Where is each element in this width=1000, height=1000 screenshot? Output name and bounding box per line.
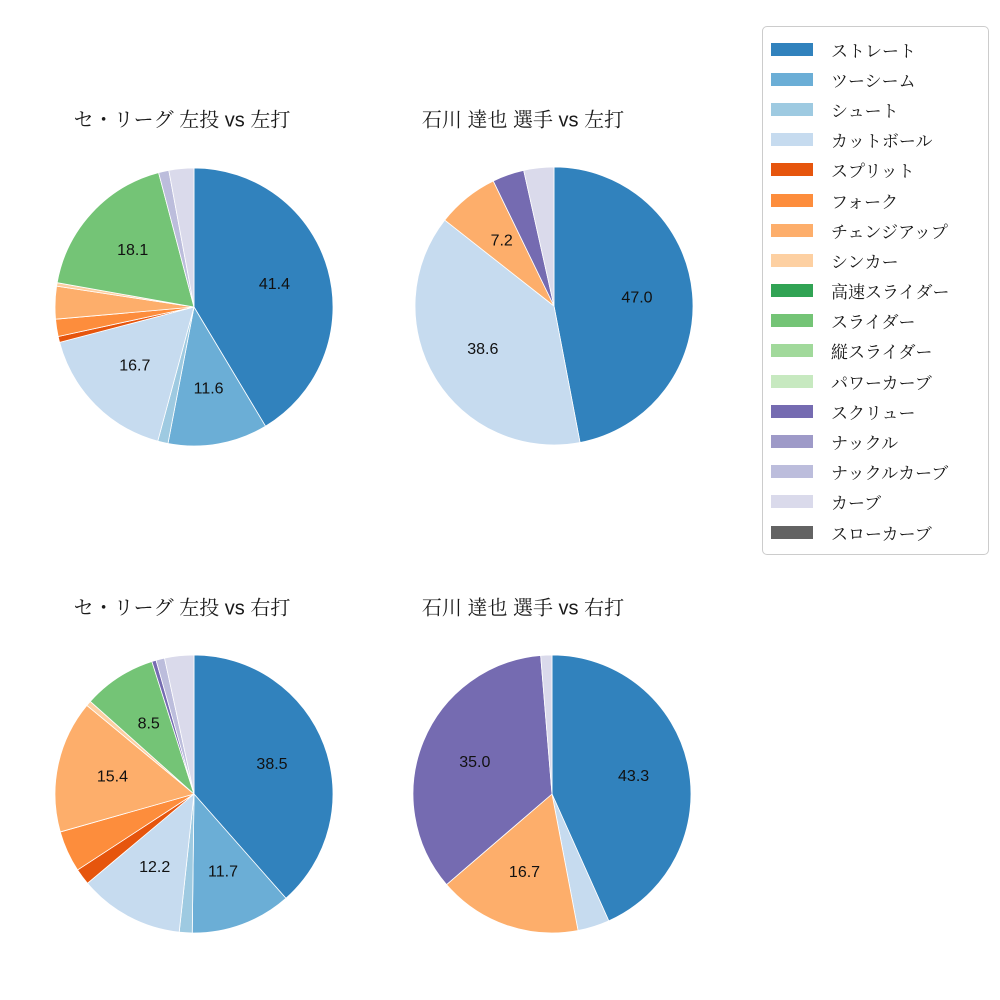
legend-swatch-icon xyxy=(771,314,813,327)
pie-value-label-ツーシーム: 11.7 xyxy=(208,863,238,881)
legend-swatch-icon xyxy=(771,103,813,116)
pie-value-label-ストレート: 43.3 xyxy=(618,768,650,786)
legend-item xyxy=(763,517,988,547)
pie-chart-league-vs-left xyxy=(44,157,344,457)
pie-value-label-チェンジアップ: 15.4 xyxy=(96,768,128,786)
legend-label: ストレート xyxy=(831,41,916,61)
legend-item xyxy=(763,245,988,275)
legend-item xyxy=(763,396,988,426)
pie-value-label-カットボール: 12.2 xyxy=(139,859,171,877)
legend-swatch-icon xyxy=(771,526,813,539)
pie-value-label-ストレート: 47.0 xyxy=(621,289,653,307)
legend-label: ナックルカーブ xyxy=(831,464,949,484)
pie-value-label-スライダー: 18.1 xyxy=(117,242,149,259)
legend-label: シュート xyxy=(831,101,899,121)
pie-title-league-vs-left: セ・リーグ 左投 vs 左打 xyxy=(73,109,291,132)
legend-item xyxy=(763,426,988,456)
legend-item xyxy=(763,185,988,215)
legend-swatch-icon xyxy=(771,405,813,418)
pie-value-label-カットボール: 16.7 xyxy=(119,357,151,375)
legend-item xyxy=(763,125,988,155)
legend-swatch-icon xyxy=(771,43,813,56)
legend-label: カットボール xyxy=(831,132,933,152)
legend-item xyxy=(763,215,988,245)
legend-label: 縦スライダー xyxy=(831,343,933,363)
legend-label: チェンジアップ xyxy=(831,222,948,242)
legend-swatch-icon xyxy=(771,133,813,146)
pie-title-player-vs-left: 石川 達也 選手 vs 左打 xyxy=(421,109,625,132)
pie-chart-league-vs-right xyxy=(44,644,344,944)
legend-swatch-icon xyxy=(771,495,813,508)
legend-label: パワーカーブ xyxy=(831,373,932,393)
legend-label: 高速スライダー xyxy=(831,283,950,303)
legend-swatch-icon xyxy=(771,344,813,357)
legend-item xyxy=(763,366,988,396)
legend-item xyxy=(763,306,988,336)
pie-value-label-チェンジアップ: 7.2 xyxy=(490,232,513,250)
legend-item xyxy=(763,34,988,64)
legend-item xyxy=(763,487,988,517)
pie-value-label-スライダー: 8.5 xyxy=(137,715,160,733)
legend-swatch-icon xyxy=(771,254,813,267)
pie-value-label-カットボール: 38.6 xyxy=(467,340,499,358)
legend-swatch-icon xyxy=(771,375,813,388)
legend-swatch-icon xyxy=(771,435,813,448)
legend-item xyxy=(763,64,988,94)
pie-value-label-ストレート: 38.5 xyxy=(256,756,288,773)
legend-label: カーブ xyxy=(831,494,882,514)
legend-item xyxy=(763,276,988,306)
legend-item xyxy=(763,336,988,366)
pie-value-label-チェンジアップ: 16.7 xyxy=(508,864,541,882)
legend-swatch-icon xyxy=(771,465,813,478)
legend xyxy=(762,26,989,555)
legend-label: フォーク xyxy=(831,192,899,212)
legend-swatch-icon xyxy=(771,284,813,297)
pie-value-label-スクリュー: 35.0 xyxy=(459,753,491,771)
legend-swatch-icon xyxy=(771,73,813,86)
pie-value-label-ストレート: 41.4 xyxy=(258,276,290,294)
pie-title-player-vs-right: 石川 達也 選手 vs 右打 xyxy=(421,597,625,620)
pie-chart-player-vs-left xyxy=(404,156,704,456)
pie-value-label-ツーシーム: 11.6 xyxy=(193,380,224,398)
legend-swatch-icon xyxy=(771,163,813,176)
legend-item xyxy=(763,155,988,185)
legend-label: スローカーブ xyxy=(831,524,932,544)
legend-label: ナックル xyxy=(831,434,899,454)
legend-label: スクリュー xyxy=(831,403,916,423)
legend-swatch-icon xyxy=(771,224,813,237)
legend-label: シンカー xyxy=(831,252,899,272)
pie-title-league-vs-right: セ・リーグ 左投 vs 右打 xyxy=(73,597,291,620)
legend-item xyxy=(763,94,988,124)
legend-label: ツーシーム xyxy=(831,71,916,91)
legend-swatch-icon xyxy=(771,194,813,207)
legend-item xyxy=(763,457,988,487)
legend-label: スライダー xyxy=(831,313,916,333)
pie-chart-player-vs-right xyxy=(402,644,702,944)
legend-label: スプリット xyxy=(831,162,915,182)
